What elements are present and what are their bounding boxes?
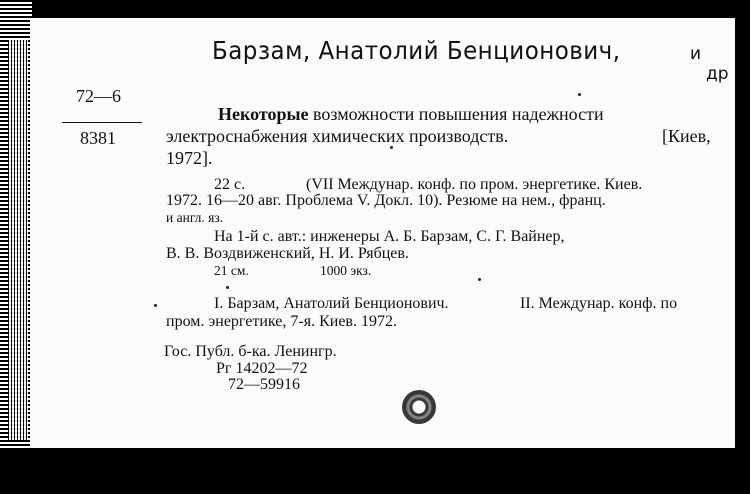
note-line-2: В. В. Воздвиженский, Н. И. Рябцев. <box>166 245 409 262</box>
ink-speck <box>226 286 229 289</box>
title-line-1-rest: возможности повышения надежности <box>308 104 604 124</box>
title-first-word: Некоторые <box>218 104 309 124</box>
ink-speck <box>578 93 581 96</box>
record-number: Рг 14202—72 <box>216 360 308 377</box>
ink-speck <box>154 304 157 307</box>
card-number: 72—59916 <box>228 376 300 393</box>
imprint-date: 1972]. <box>166 148 213 168</box>
handwritten-heading: Барзам, Анатолий Бенционович, <box>212 36 621 65</box>
tracing-2-continued: пром. энергетике, 7-я. Киев. 1972. <box>166 313 397 330</box>
imprint-place: [Киев, <box>662 126 711 146</box>
tracing-1: I. Барзам, Анатолий Бенционович. <box>214 295 449 312</box>
size: 21 см. <box>214 263 249 278</box>
pagination: 22 с. <box>214 176 246 193</box>
series-line-3: и англ. яз. <box>166 210 224 225</box>
print-run: 1000 экз. <box>320 263 372 278</box>
handwritten-addendum-others: др <box>706 64 729 84</box>
scan-background-band <box>0 450 750 494</box>
ink-speck <box>478 278 481 281</box>
series-line-2: 1972. 16—20 авг. Проблема V. Докл. 10). Резюме на нем., франц. <box>166 192 606 209</box>
ink-speck <box>390 146 393 149</box>
shelf-mark-top: 72—6 <box>76 86 121 106</box>
note-line-1: На 1-й с. авт.: инженеры А. Б. Барзам, С. Г. Вайнер, <box>214 228 565 245</box>
series-line-1: (VII Междунар. конф. по пром. энергетике. Киев. <box>306 176 643 193</box>
handwritten-addendum-and: и <box>690 44 702 64</box>
scanner-edge-strip <box>0 0 32 494</box>
title-line-1 <box>218 104 604 125</box>
tracing-2: II. Междунар. конф. по <box>520 295 678 312</box>
library-name: Гос. Публ. б-ка. Ленингр. <box>164 343 337 360</box>
shelf-mark-divider <box>62 122 142 123</box>
scanner-edge-noise <box>8 40 28 440</box>
catalog-card <box>30 18 735 448</box>
title-line-2: электроснабжения химических производств. <box>166 126 509 146</box>
ink-stamp-mark <box>402 390 436 424</box>
shelf-mark-bottom: 8381 <box>80 128 116 148</box>
